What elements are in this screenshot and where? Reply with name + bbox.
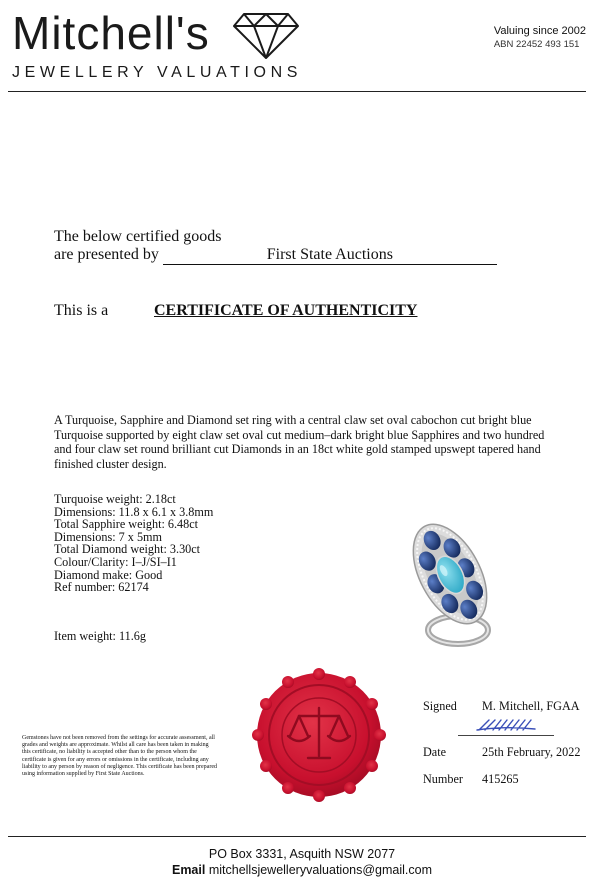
signed-row [423,699,580,714]
date-label: Date [423,745,447,759]
ring-photo [388,518,518,650]
detail-line: Turquoise weight: 2.18ct [54,492,176,506]
detail-line: Ref number: 62174 [54,580,149,595]
header-divider [8,91,586,92]
detail-line: Dimensions: 7 x 5mm [54,529,162,544]
email-address[interactable]: mitchellsjewelleryvaluations@gmail.com [208,863,433,877]
detail-line: Colour/Clarity: I–J/SI–I1 [54,554,177,569]
footer-email-row [0,863,604,877]
intro-line2-text: are presented by [54,246,159,263]
diamond-icon [232,12,300,60]
presenter-name: First State Auctions [163,246,497,265]
email-label: Email [171,863,206,877]
intro-line2 [54,246,497,265]
abn: ABN 22452 493 151 [493,39,580,50]
brand-subtitle: JEWELLERY VALUATIONS [12,64,302,81]
tagline: Valuing since 2002 [493,25,586,37]
signed-value: M. Mitchell, FGAA [482,699,580,713]
disclaimer: Gemstones have not been removed from the settings for accurate assessment, all grades and weights are approximate. Whilst all care has been taken in making this certificate, no liability is accepted other than to the person whom the certificate is given for any errors or omissions in the certificate, including any liability to any person by reason of negligence. This certificate has been prepared using information supplied by First State Auctions. [22,735,217,778]
item-description: A Turquoise, Sapphire and Diamond set ring with a central claw set oval cabochon cut bright blue Turquoise supported by eight claw set oval cut medium–dark bright blue Sapphires and two hundred and four claw set round brilliant cut Diamonds in an 18ct white gold stamped upswept tapered hand finished cluster design. [54,413,545,471]
detail-line: Total Diamond weight: 3.30ct [54,542,201,557]
signature [475,716,537,734]
intro-line1: The below certified goods [54,228,222,245]
number-value: 415265 [482,772,519,786]
date-value: 25th February, 2022 [482,745,581,759]
detail-line: Dimensions: 11.8 x 6.1 x 3.8mm [54,504,214,519]
signature-line [458,735,554,736]
number-row [423,772,519,787]
wax-seal [252,668,386,802]
certificate-line [54,302,418,320]
detail-line: Total Sapphire weight: 6.48ct [54,517,199,532]
intro [54,228,497,265]
this-is-label: This is a [54,302,109,319]
detail-line: Diamond make: Good [54,567,163,582]
item-details [54,493,213,594]
footer-divider [8,836,586,837]
item-weight: Item weight: 11.6g [54,629,146,643]
number-label: Number [423,772,463,786]
brand-name: Mitchell's [12,7,210,59]
certificate-title: CERTIFICATE OF AUTHENTICITY [154,302,418,319]
date-row [423,745,580,760]
header-info [494,24,586,52]
footer-address: PO Box 3331, Asquith NSW 2077 [208,847,396,861]
signed-label: Signed [423,699,457,713]
